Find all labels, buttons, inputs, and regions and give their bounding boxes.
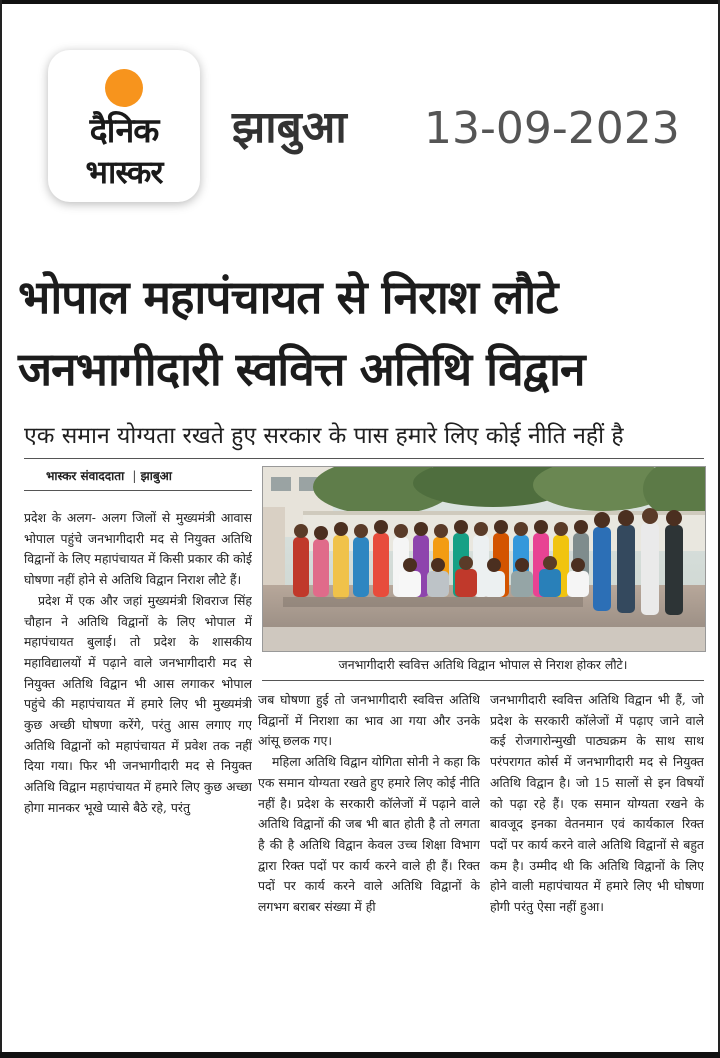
group-photo-illustration — [263, 467, 705, 651]
article-column-1 — [24, 508, 252, 1034]
photo-caption: जनभागीदारी स्ववित्त अतिथि विद्वान भोपाल से निराश होकर लौटे। — [338, 657, 628, 672]
edition-name: झाबुआ — [232, 102, 347, 153]
column2-paragraph2: महिला अतिथि विद्वान योगिता सोनी ने कहा कि एक समान योग्यता रखते हुए हमारे लिए कोई नीति नहीं है। प्रदेश के सरकारी कॉलेजों में पढ़ाने वाले अतिथि विद्वानों की जब भी बात होती है तो लगता है की है अतिथि विद्वान केवल उच्च शिक्षा विभाग द्वारा रिक्त पदों पर कार्य करने वाले ही हैं। रिक्त पदों पर कार्य करने वाले अतिथि विद्वानों के लगभग बराबर संख्या में ही — [258, 754, 480, 915]
article-column-2 — [258, 690, 480, 1034]
left-border — [0, 0, 2, 1058]
column2-paragraph1: जब घोषणा हुई तो जनभागीदारी स्ववित्त अतिथि विद्वानों में निराशा का भाव आ गया और उनके आंसू छलक गए। — [258, 692, 480, 749]
caption-rule — [262, 680, 704, 681]
headline-line2: जनभागीदारी स्ववित्त अतिथि विद्वान — [18, 342, 585, 396]
byline-reporter: भास्कर संवाददाता — [46, 469, 125, 483]
group-photo — [262, 466, 706, 652]
sun-icon — [105, 69, 143, 107]
top-border — [0, 0, 720, 4]
dainik-bhaskar-logo — [48, 50, 200, 202]
column1-paragraph1: प्रदेश के अलग- अलग जिलों से मुख्यमंत्री आवास भोपाल पहुंचे जनभागीदारी मद से नियुक्त अतिथि विद्वानों के लिए महापंचायत में किसी प्रकार की कोई घोषणा नहीं होने से अतिथि विद्वान निराश लौटे हैं। — [24, 510, 252, 588]
bottom-border — [0, 1052, 720, 1058]
byline-rule — [24, 490, 252, 491]
headline-line1: भोपाल महापंचायत से निराश लौटे — [18, 270, 558, 324]
byline-separator: | — [132, 469, 137, 483]
logo-text-line1: दैनिक — [89, 111, 159, 151]
column3-paragraph1: जनभागीदारी स्ववित्त अतिथि विद्वान भी हैं, जो प्रदेश के सरकारी कॉलेजों में पढ़ाए जाने वाले कई रोजगारोन्मुखी पाठ्यक्रम के साथ साथ परंपरागत कोर्स में जनभागीदारी मद से नियुक्त अतिथि विद्वान है। जो 15 सालों से इन विषयों को पढ़ा रहे हैं। एक समान योग्यता रखने के बावजूद इनका वेतनमान एवं कार्यकाल रिक्त पदों पर कार्य करने वाले अतिथि विद्वानों से बहुत कम है। उम्मीद थी कि अतिथि विद्वानों के लिए होने वाली महापंचायत में हमारे लिए भी घोषणा होगी परंतु ऐसा नहीं हुआ। — [490, 692, 704, 915]
byline — [46, 466, 172, 486]
subhead-rule — [24, 458, 704, 459]
edition-date: 13-09-2023 — [424, 103, 680, 154]
byline-place: झाबुआ — [140, 469, 172, 483]
column1-paragraph2: प्रदेश में एक और जहां मुख्यमंत्री शिवराज सिंह चौहान ने अतिथि विद्वानों के लिए भोपाल में महापंचायत बुलाई। तो प्रदेश के शासकीय महाविद्यालयों में पढ़ाने वाले जनभागीदारी मद से नियुक्त अतिथि विद्वान भी आस लगाकर भोपाल पहुंचे की महापंचायत में हमारे लिए भी मुख्यमंत्री कुछ अच्छी घोषणा करेंगे, परंतु आस लगाए गए अतिथि विद्वानों को महापंचायत में प्रवेश तक नहीं दिया गया। फिर भी जनभागीदारी मद से नियुक्त अतिथि विद्वान महापंचायत में हमारे लिए कुछ अच्छा होगा मानकर भूखे प्यासे बैठे रहे, परंतु — [24, 592, 252, 815]
subheadline: एक समान योग्यता रखते हुए सरकार के पास हमारे लिए कोई नीति नहीं है — [24, 423, 624, 449]
article-column-3 — [490, 690, 704, 1034]
logo-text-line2: भास्कर — [85, 153, 163, 191]
